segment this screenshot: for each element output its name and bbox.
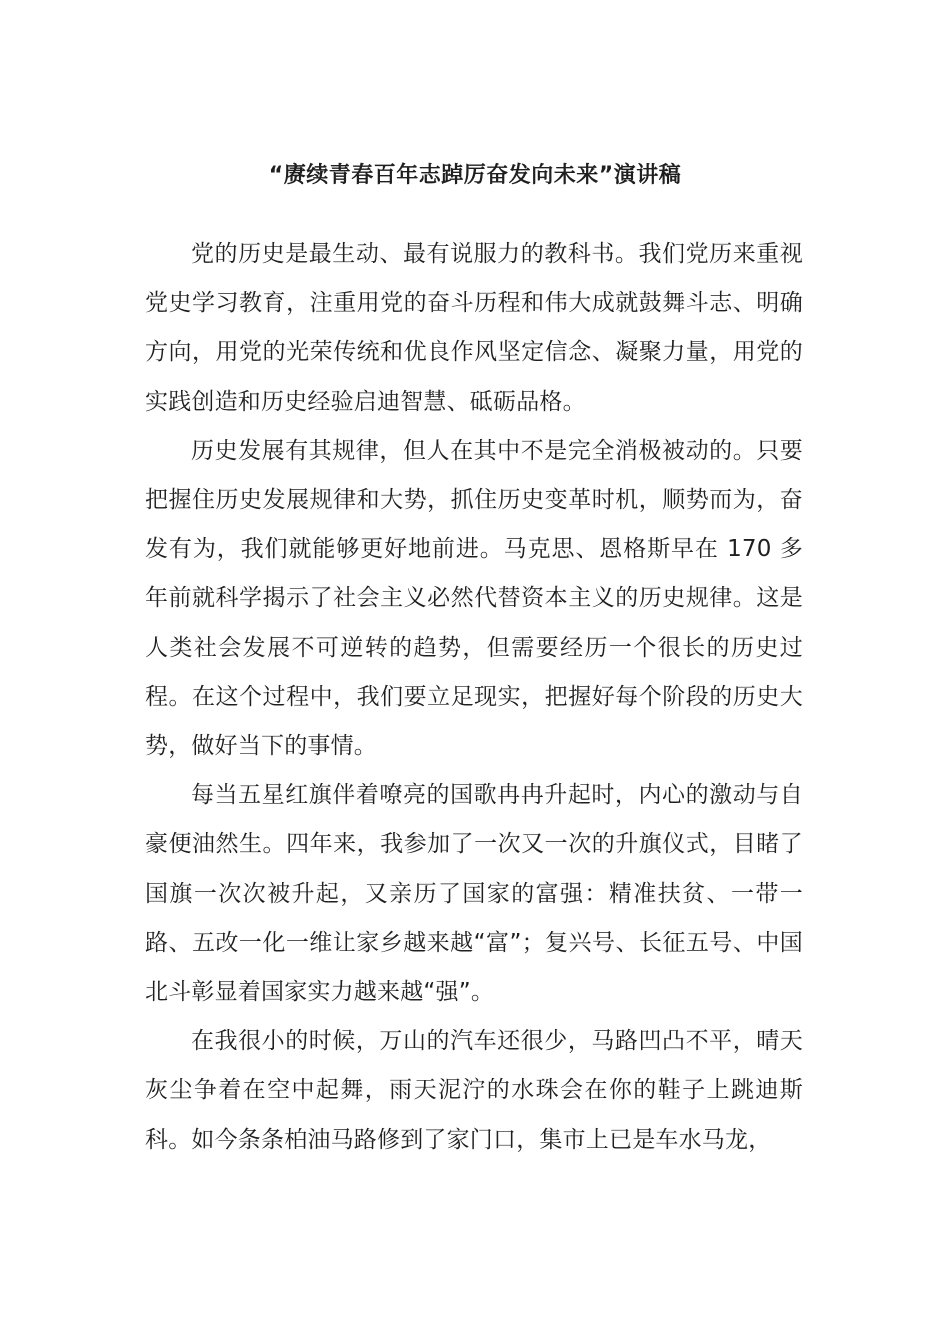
document-title: “赓续青春百年志踔厉奋发向未来”演讲稿 xyxy=(268,163,682,188)
paragraph-1: 党的历史是最生动、最有说服力的教科书。我们党历来重视党史学习教育，注重用党的奋斗历程和伟大成就鼓舞斗志、明确方向，用党的光荣传统和优良作风坚定信念、凝聚力量，用党的实践创造和历史经验启迪智慧、砥砺品格。 xyxy=(145,241,803,415)
paragraph-3: 每当五星红旗伴着嘹亮的国歌冉冉升起时，内心的激动与自豪便油然生。四年来，我参加了一次又一次的升旗仪式，目睹了国旗一次次被升起，又亲历了国家的富强：精准扶贫、一带一路、五改一化一维让家乡越来越“富”；复兴号、长征五号、中国北斗彰显着国家实力越来越“强”。 xyxy=(145,782,803,1006)
paragraph-2: 历史发展有其规律，但人在其中不是完全消极被动的。只要把握住历史发展规律和大势，抓住历史变革时机，顺势而为，奋发有为，我们就能够更好地前进。马克思、恩格斯早在 170 多年前就科学揭示了社会主义必然代替资本主义的历史规律。这是人类社会发展不可逆转的趋势，但需要经历一个很长的历史过程。在这个过程中，我们要立足现实，把握好每个阶段的历史大势，做好当下的事情。 xyxy=(145,437,803,760)
paragraph-4: 在我很小的时候，万山的汽车还很少，马路凹凸不平，晴天灰尘争着在空中起舞，雨天泥泞的水珠会在你的鞋子上跳迪斯科。如今条条柏油马路修到了家门口，集市上已是车水马龙， xyxy=(145,1028,803,1153)
document-body xyxy=(145,230,803,1165)
